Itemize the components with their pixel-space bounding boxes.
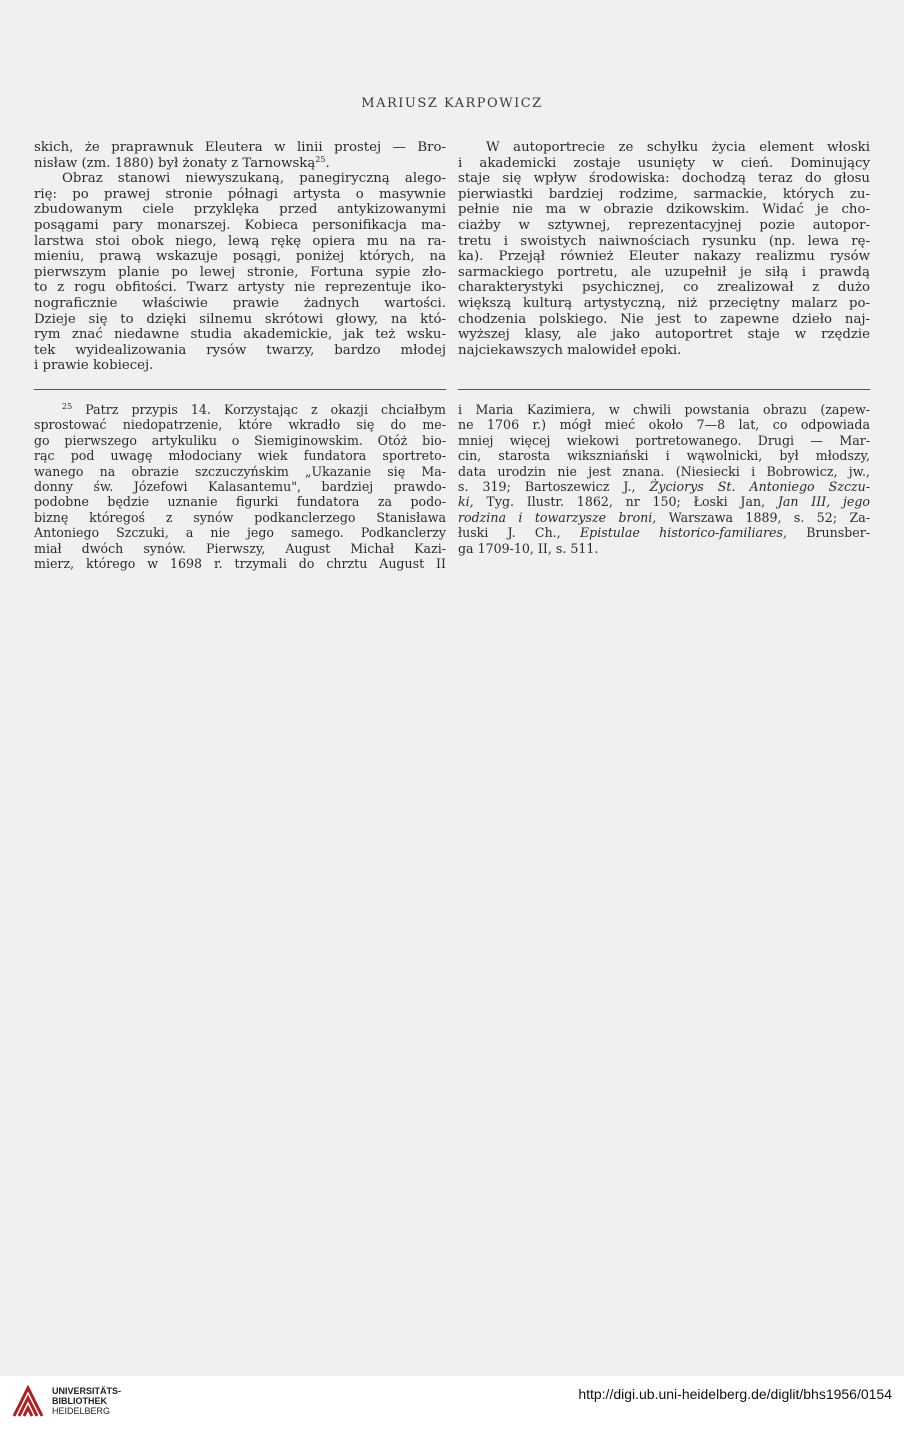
library-name-line: BIBLIOTHEK (52, 1396, 107, 1406)
body-line: W autoportrecie ze schyłku życia element włoski (486, 140, 870, 155)
body-line: tretu i swoistych naiwnościach rysunku (np. lewa rę- (458, 233, 870, 249)
body-line: larstwa stoi obok niego, lewą rękę opiera mu na ra- (34, 233, 446, 249)
footnote-number: 25 (62, 402, 73, 411)
footnote-line: biznę któregoś z synów podkanclerzego Stanisława (34, 509, 446, 525)
footnote-line: go pierwszego artykuliku o Siemiginowskim. Otóż bio- (34, 432, 446, 448)
footnote-line: wanego na obrazie szczuczyńskim „Ukazanie się Ma- (34, 463, 446, 479)
footnote-line: s. 319; Bartoszewicz J., Życiorys St. Antoniego Szczu- (458, 479, 870, 495)
library-name-line: HEIDELBERG (52, 1406, 111, 1416)
body-line: nograficznie właściwie prawie żadnych wartości. (34, 295, 446, 311)
body-line: nisław (zm. 1880) był żonaty z Tarnowską$^{25}$. (34, 155, 330, 171)
footnote-line: Antoniego Szczuki, a nie jego samego. Podkanclerzy (34, 525, 446, 541)
footnote-divider (34, 389, 446, 390)
footnote-line: miał dwóch synów. Pierwszy, August Michał Kazi- (34, 540, 446, 556)
footnote-line: ki, Tyg. Ilustr. 1862, nr 150; Łoski Jan, Jan III, jego (458, 494, 870, 510)
footnote-line: podobne będzie uznanie figurki fundatora za podo- (34, 494, 446, 510)
body-line: zbudowanym ciele przyklęka przed antykizowanymi (34, 202, 446, 218)
body-line: charakterystyki psychicznej, co zrealizował z dużo (458, 280, 870, 296)
library-name-line: UNIVERSITÄTS- (52, 1386, 122, 1396)
library-logo-icon (10, 1384, 46, 1420)
body-line: chodzenia polskiego. Nie jest to zapewne dzieło naj- (458, 311, 870, 327)
footnote-line: rodzina i towarzysze broni, Warszawa 1889, s. 52; Za- (458, 509, 870, 525)
left-footnote-column (34, 402, 446, 571)
running-header: MARIUSZ KARPOWICZ (361, 96, 543, 111)
body-line: skich, że praprawnuk Eleutera w linii prostej — Bro- (34, 140, 446, 155)
footnote-line: donny św. Józefowi Kalasantemu", bardziej prawdo- (34, 479, 446, 495)
footnote-line: mierz, którego w 1698 r. trzymali do chrztu August II (34, 556, 446, 572)
footnote-line: ne 1706 r.) mógł mieć około 7—8 lat, co odpowiada (458, 417, 870, 433)
footnote-line: i Maria Kazimiera, w chwili powstania obrazu (zapew- (458, 402, 870, 417)
body-line: i akademicki zostaje usunięty w cień. Dominujący (458, 155, 870, 171)
body-line: mieniu, prawą wskazuje posągi, poniżej których, na (34, 249, 446, 265)
body-line: posągami pary monarszej. Kobieca personifikacja ma- (34, 217, 446, 233)
footnote-line: rąc pod uwagę młodociany wiek fundatora sportreto- (34, 448, 446, 464)
footnote-ref[interactable]: 25 (315, 155, 326, 164)
body-line: wyższej klasy, ale jako autoportret staje w rzędzie (458, 327, 870, 343)
left-body-column (34, 140, 446, 374)
body-line: Dzieje się to dzięki silnemu skrótowi głowy, na któ- (34, 311, 446, 327)
body-line: staje się wpływ środowiska: dochodzą teraz do głosu (458, 171, 870, 187)
body-line: pełnie nie ma w obrazie dzikowskim. Widać je cho- (458, 202, 870, 218)
right-body-column (458, 140, 870, 358)
body-line: rym znać niedawne studia akademickie, jak też wsku- (34, 327, 446, 343)
body-line: i prawie kobiecej. (34, 358, 154, 374)
footnote-line: $^{25}$ Patrz przypis 14. Korzystając z okazji chciałbym (62, 402, 446, 417)
body-line: to z rogu obfitości. Twarz artysty nie reprezentuje iko- (34, 280, 446, 296)
body-line: pierwszym planie po lewej stronie, Fortuna sypie zło- (34, 264, 446, 280)
footnote-line: łuski J. Ch., Epistulae historico-familiares, Brunsber- (458, 525, 870, 541)
footnote-line: data urodzin nie jest znana. (Niesiecki i Bobrowicz, jw., (458, 463, 870, 479)
footnote-line: cin, starosta wikszniański i wąwolnicki, był młodszy, (458, 448, 870, 464)
body-line: ciażby w sztywnej, reprezentacyjnej pozie autopor- (458, 217, 870, 233)
footnote-line: sprostować niedopatrzenie, które wkradło się do me- (34, 417, 446, 433)
body-line: tek wyidealizowania rysów twarzy, bardzo młodej (34, 342, 446, 358)
footnote-line: ga 1709-10, II, s. 511. (458, 540, 599, 556)
body-line: ka). Przejął również Eleuter nakazy realizmu rysów (458, 249, 870, 265)
footnote-line: mniej więcej wiekowi portretowanego. Drugi — Mar- (458, 432, 870, 448)
body-line: najciekawszych malowideł epoki. (458, 342, 682, 358)
footnote-divider (458, 389, 870, 390)
body-line: większą kulturą artystyczną, niż przeciętny malarz po- (458, 295, 870, 311)
footer-bar (0, 1376, 904, 1436)
body-line: rię: po prawej stronie półnagi artysta o masywnie (34, 186, 446, 202)
permalink-url[interactable]: http://digi.ub.uni-heidelberg.de/diglit/bhs1956/0154 (578, 1386, 892, 1402)
body-line: Obraz stanowi niewyszukaną, panegiryczną alego- (62, 171, 446, 187)
body-line: sarmackiego portretu, ale uzupełnił je siłą i prawdą (458, 264, 870, 280)
right-footnote-column (458, 402, 870, 556)
body-line: pierwiastki bardziej rodzime, sarmackie, których zu- (458, 186, 870, 202)
library-name (52, 1386, 121, 1416)
